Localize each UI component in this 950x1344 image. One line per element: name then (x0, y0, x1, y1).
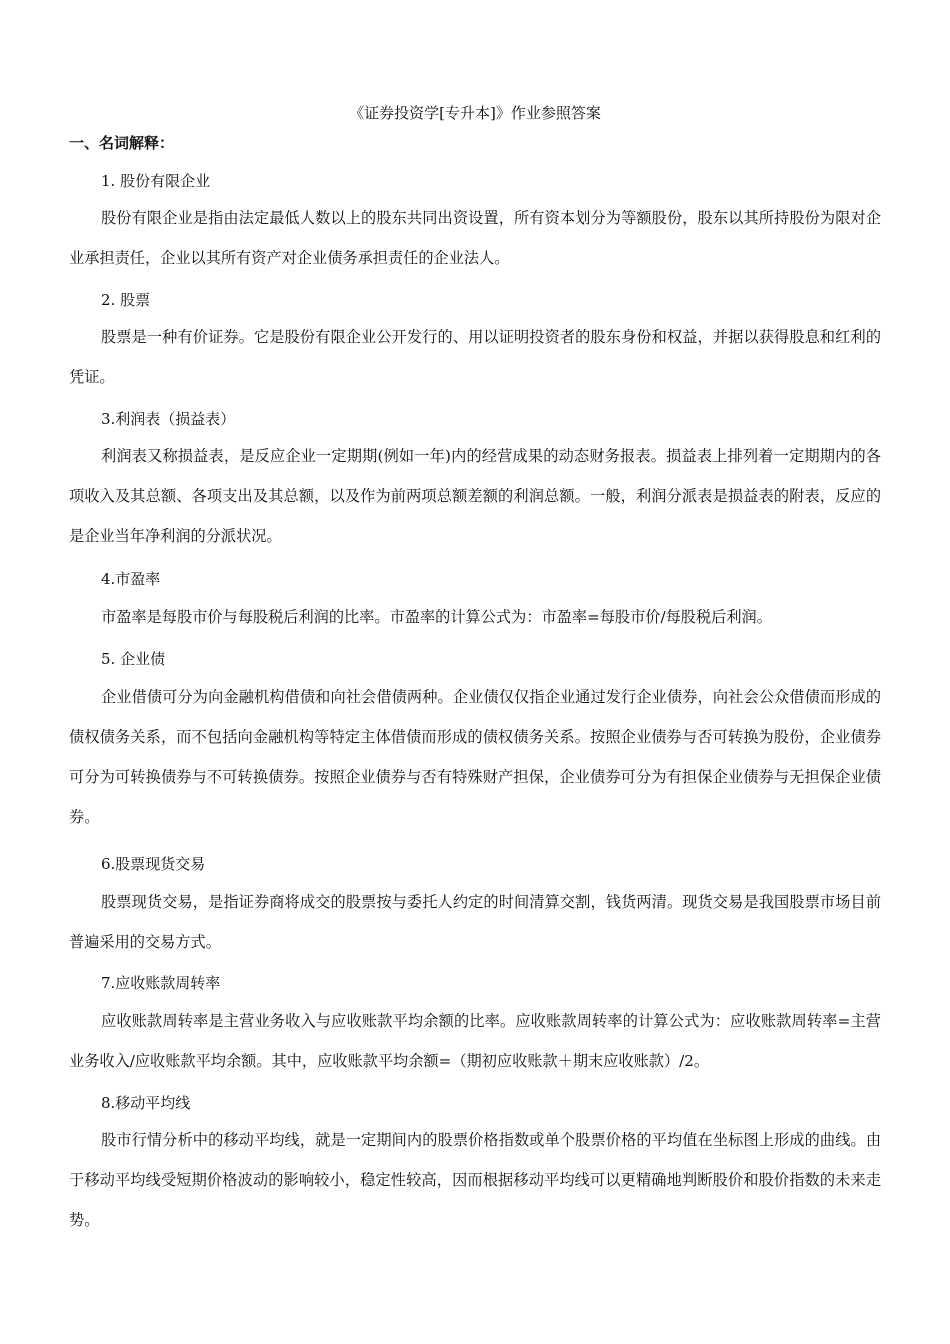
term-heading: 1. 股份有限企业 (101, 172, 211, 190)
term-definition: 股票现货交易，是指证券商将成交的股票按与委托人约定的时间清算交割，钱货两清。现货交易是我国股票市场目前普遍采用的交易方式。 (69, 893, 881, 951)
term-heading: 5. 企业债 (101, 650, 166, 668)
term-definition: 股份有限企业是指由法定最低人数以上的股东共同出资设置，所有资本划分为等额股份，股东以其所持股份为限对企业承担责任，企业以其所有资产对企业债务承担责任的企业法人。 (69, 209, 881, 267)
term-definition: 股市行情分析中的移动平均线，就是一定期间内的股票价格指数或单个股票价格的平均值在坐标图上形成的曲线。由于移动平均线受短期价格波动的影响较小，稳定性较高，因而根据移动平均线可以更精确地判断股价和股价指数的未来走势。 (69, 1131, 881, 1229)
term-heading: 2. 股票 (101, 291, 151, 309)
term-definition: 市盈率是每股市价与每股税后利润的比率。市盈率的计算公式为：市盈率=每股市价/每股税后利润。 (101, 608, 772, 626)
term-heading: 3.利润表（损益表） (101, 410, 236, 428)
term-heading: 4.市盈率 (101, 570, 161, 588)
term-definition: 应收账款周转率是主营业务收入与应收账款平均余额的比率。应收账款周转率的计算公式为：应收账款周转率=主营业务收入/应收账款平均余额。其中，应收账款平均余额=（期初应收账款＋期末应收账款）/2。 (69, 1012, 881, 1070)
term-heading: 8.移动平均线 (101, 1094, 191, 1112)
term-heading: 6.股票现货交易 (101, 855, 206, 873)
term-heading: 7.应收账款周转率 (101, 974, 221, 992)
term-definition: 企业借债可分为向金融机构借债和向社会借债两种。企业债仅仅指企业通过发行企业债券，向社会公众借债而形成的债权债务关系，而不包括向金融机构等特定主体借债而形成的债权债务关系。按照企业债券与否可转换为股份，企业债券可分为可转换债券与不可转换债券。按照企业债券与否有特殊财产担保，企业债券可分为有担保企业债券与无担保企业债券。 (69, 688, 881, 826)
document-title: 《证券投资学[专升本]》作业参照答案 (349, 104, 601, 122)
term-definition: 股票是一种有价证券。它是股份有限企业公开发行的、用以证明投资者的股东身份和权益，并据以获得股息和红利的凭证。 (69, 328, 881, 386)
section-heading: 一、名词解释： (69, 134, 175, 152)
term-definition: 利润表又称损益表，是反应企业一定期期(例如一年)内的经营成果的动态财务报表。损益表上排列着一定期期内的各项收入及其总额、各项支出及其总额，以及作为前两项总额差额的利润总额。一般，利润分派表是损益表的附表，反应的是企业当年净利润的分派状况。 (69, 447, 881, 545)
